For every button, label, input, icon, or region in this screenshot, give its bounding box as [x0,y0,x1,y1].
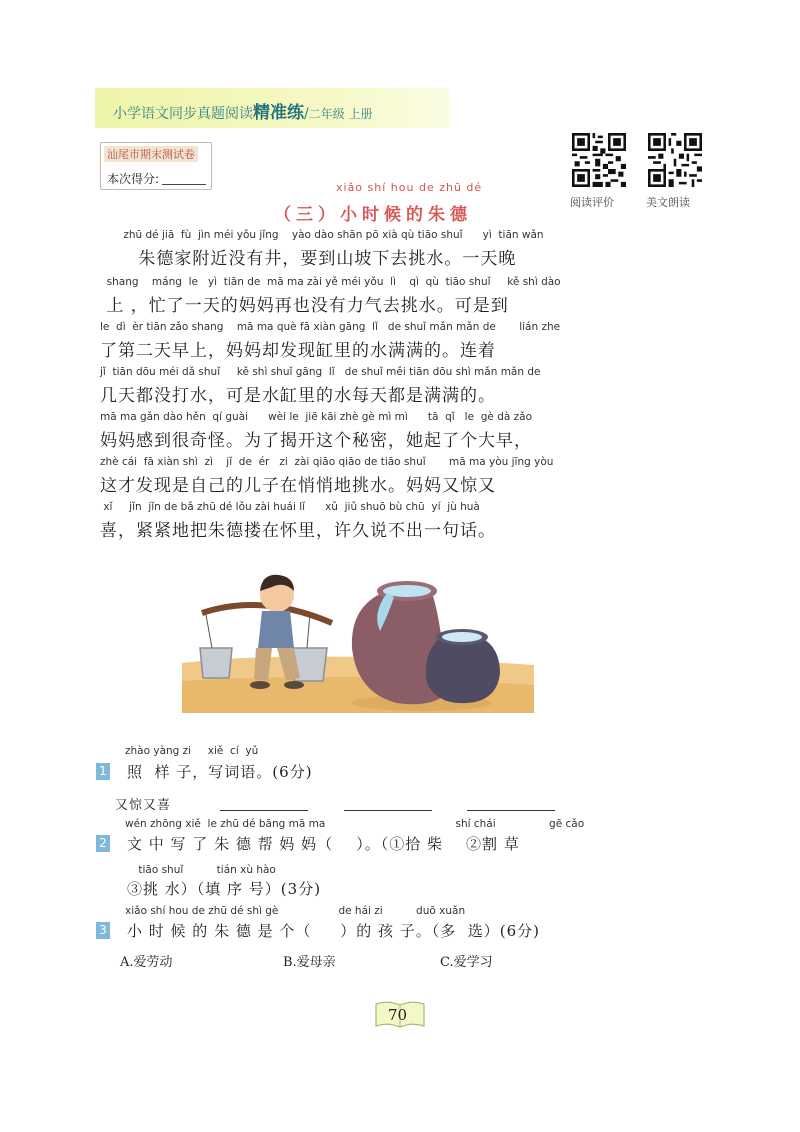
question-2-text-line-2: ③挑 水）（填 序 号）(3分) [127,880,322,898]
question-1-text: 照 样 子，写词语。(6分) [127,763,313,781]
score-blank[interactable] [162,184,206,185]
passage-text-line: 朱德家附近没有井，要到山坡下去挑水。一天晚 [100,249,517,269]
passage-pinyin-line: shang máng le yì tiān de mā ma zài yě méi yǒu lì qì qù tiāo shuǐ kě shì dào [100,276,561,288]
question-number-badge: 3 [96,922,110,939]
passage-pinyin-line: mā ma gǎn dào hěn qí guài wèi le jiē kāi zhè gè mì mì tā qǐ le gè dà zǎo [100,411,532,423]
page-number: 70 [388,1006,408,1024]
score-label: 本次得分: [107,172,160,186]
book-series-title: 小学语文同步真题阅读 [113,106,253,122]
qr-caption-audio-reading: 美文朗读 [646,196,690,209]
grade-label: 二年级 上册 [308,107,373,121]
qr-code-icon [648,133,702,187]
passage-title: （三）小时候的朱德 [274,205,472,225]
answer-blank[interactable] [220,810,308,811]
question-3-pinyin: xiǎo shí hou de zhū dé shì gè de hái zi duō xuǎn [125,905,466,917]
option-a[interactable]: A.爱劳动 [120,955,173,970]
question-3-text: 小 时 候 的 朱 德 是 个（ ）的 孩 子。（多 选）(6分) [127,922,541,940]
title-separator: / [304,106,309,122]
passage-text-line: 这才发现是自己的儿子在悄悄地挑水。妈妈又惊又 [100,476,496,496]
answer-blank[interactable] [467,810,555,811]
question-2-pinyin: wén zhōng xiě le zhū dé bāng mā ma shí chái gē cǎo [125,818,585,830]
qr-code-audio-reading[interactable] [648,133,702,187]
passage-pinyin-line: xǐ jǐn jǐn de bǎ zhū dé lǒu zài huái lǐ xǔ jiǔ shuō bù chū yí jù huà [100,501,480,513]
passage-text-line: 喜，紧紧地把朱德搂在怀里，许久说不出一句话。 [100,521,496,541]
exam-source-tag: 汕尾市期末测试卷 [104,146,198,162]
option-c[interactable]: C.爱学习 [440,955,493,970]
question-number-badge: 2 [96,835,110,852]
question-2-pinyin-line-2: tiāo shuǐ tián xù hào [125,864,276,876]
qr-caption-reading-review: 阅读评价 [570,196,614,209]
book-title [113,98,373,123]
passage-text-line: 几天都没打水，可是水缸里的水每天都是满满的。 [100,386,496,406]
title-pinyin: xiǎo shí hou de zhū dé [336,181,483,194]
question-1-example: 又惊又喜 [115,798,172,813]
question-1-pinyin: zhào yàng zi xiě cí yǔ [125,745,259,757]
book-brand: 精准练 [253,103,304,123]
passage-pinyin-line: zhū dé jiā fù jìn méi yǒu jǐng yào dào shān pō xià qù tiāo shuǐ yì tiān wǎn [100,229,544,241]
question-2-text: 文 中 写 了 朱 德 帮 妈 妈（ ）。（①拾 柴 ②割 草 [127,835,520,853]
option-b[interactable]: B.爱母亲 [283,955,336,970]
passage-text-line: 了第二天早上，妈妈却发现缸里的水满满的。连着 [100,341,496,361]
qr-code-icon [572,133,626,187]
qr-code-reading-review[interactable] [572,133,626,187]
question-number-badge: 1 [96,763,110,780]
passage-pinyin-line: le dì èr tiān zǎo shang mā ma què fā xiàn gāng lǐ de shuǐ mǎn mǎn de lián zhe [100,321,561,333]
passage-text-line: 上 ，忙了一天的妈妈再也没有力气去挑水。可是到 [100,296,509,316]
passage-text-line: 妈妈感到很奇怪。为了揭开这个秘密，她起了个大早， [100,431,532,451]
passage-pinyin-line: zhè cái fā xiàn shì zì jǐ de ér zi zài qiāo qiāo de tiāo shuǐ mā ma yòu jīng yòu [100,456,554,468]
illustration-boy-carrying-water [182,553,534,713]
passage-pinyin-line: jǐ tiān dōu méi dǎ shuǐ kě shì shuǐ gāng lǐ de shuǐ měi tiān dōu shì mǎn mǎn de [100,366,541,378]
answer-blank[interactable] [344,810,432,811]
